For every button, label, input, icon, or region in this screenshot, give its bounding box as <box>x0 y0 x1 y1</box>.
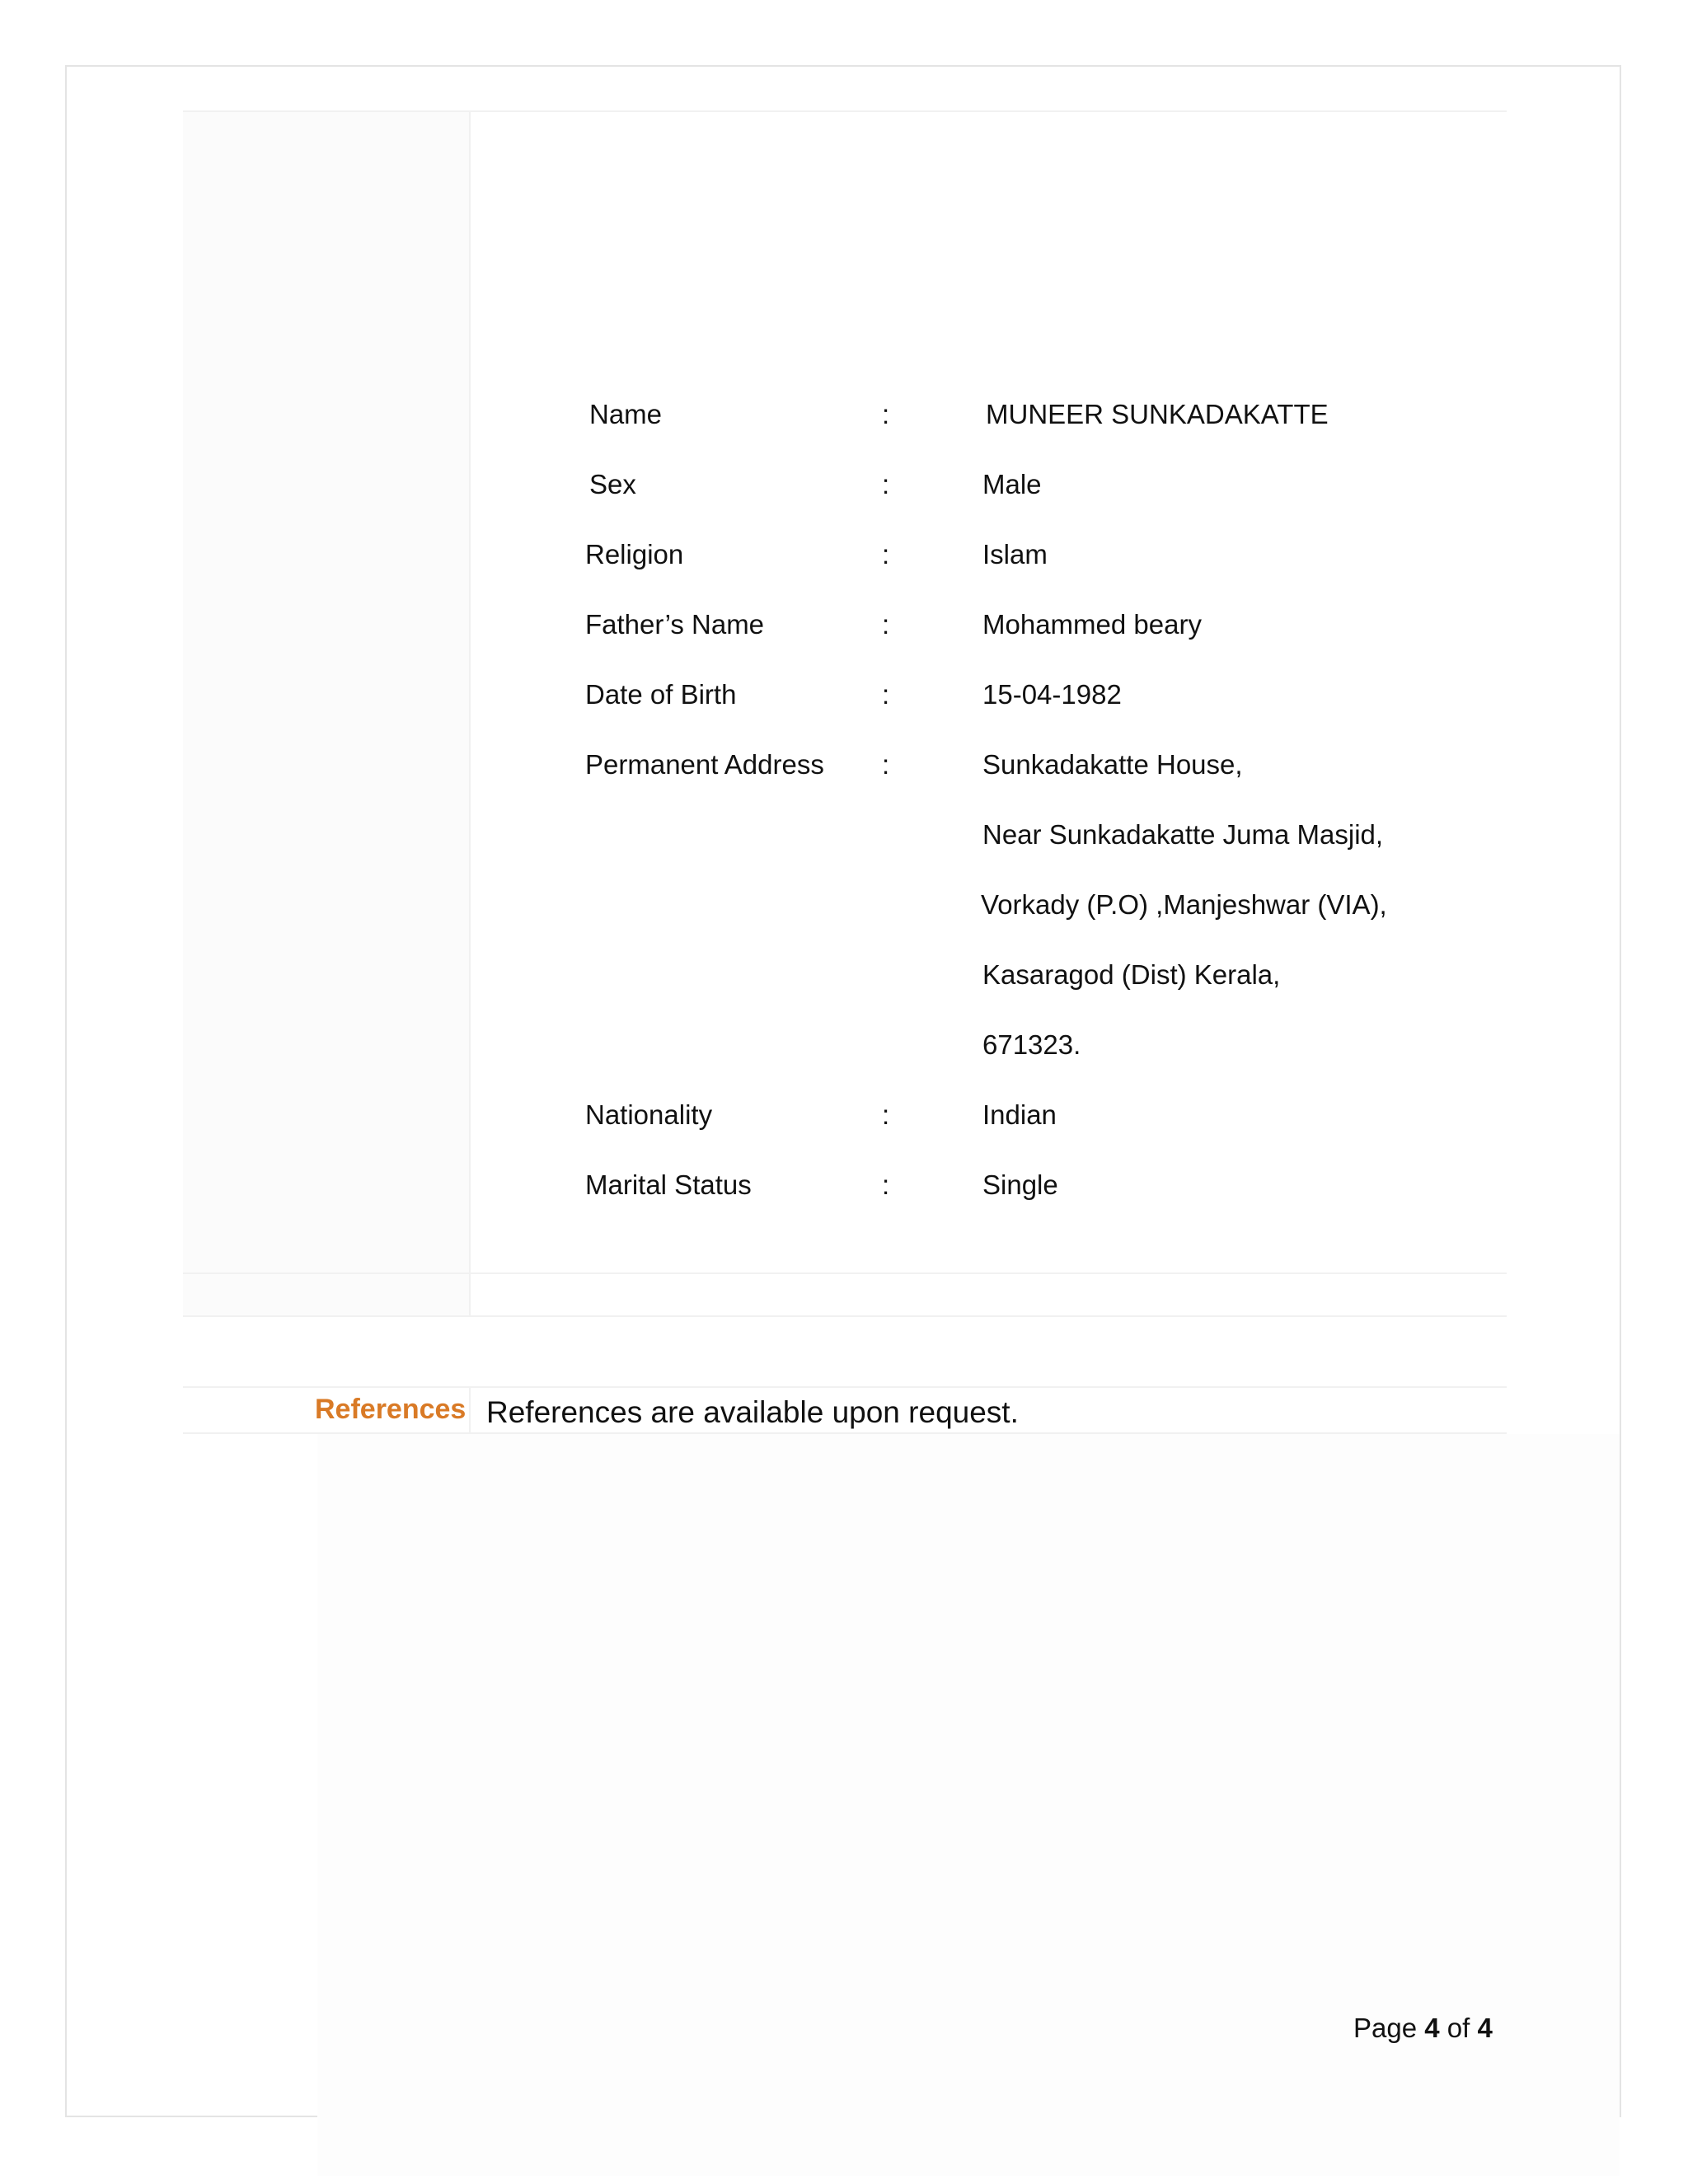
detail-value: Sunkadakatte House, <box>982 749 1243 780</box>
page-number <box>1353 2012 1493 2045</box>
detail-colon: : <box>882 539 890 569</box>
references-bottom-line <box>183 1432 1507 1434</box>
left-column-shade <box>183 112 470 1315</box>
detail-colon: : <box>882 679 890 710</box>
detail-value: Indian <box>982 1099 1057 1130</box>
table-top-line <box>183 110 1507 112</box>
detail-value: Kasaragod (Dist) Kerala, <box>982 959 1281 990</box>
table-row-line <box>183 1315 1507 1317</box>
detail-label: Sex <box>589 469 636 499</box>
detail-value: Near Sunkadakatte Juma Masjid, <box>982 819 1384 850</box>
page-of-word: of <box>1447 2013 1470 2043</box>
total-pages: 4 <box>1477 2013 1493 2043</box>
detail-label: Father’s Name <box>585 609 765 640</box>
detail-label: Nationality <box>585 1099 713 1130</box>
background-band <box>317 1434 1620 2176</box>
detail-label: Name <box>589 399 663 429</box>
references-heading: References <box>315 1394 467 1425</box>
detail-colon: : <box>882 469 890 499</box>
detail-value: MUNEER SUNKADAKATTE <box>986 399 1329 429</box>
detail-colon: : <box>882 1099 890 1130</box>
table-column-divider <box>469 110 471 1317</box>
detail-label: Date of Birth <box>585 679 737 710</box>
detail-value: Vorkady (P.O) ,Manjeshwar (VIA), <box>981 889 1387 920</box>
detail-colon: : <box>882 399 890 429</box>
detail-colon: : <box>882 1169 890 1200</box>
detail-label: Permanent Address <box>585 749 824 780</box>
current-page: 4 <box>1424 2013 1440 2043</box>
detail-label: Marital Status <box>585 1169 752 1200</box>
detail-colon: : <box>882 609 890 640</box>
references-top-line <box>183 1386 1507 1388</box>
page-prefix: Page <box>1353 2013 1418 2043</box>
detail-value: Single <box>982 1169 1058 1200</box>
detail-value: Mohammed beary <box>982 609 1202 640</box>
table-row-line <box>183 1272 1507 1274</box>
detail-value: Male <box>982 469 1042 499</box>
detail-value: 671323. <box>982 1029 1081 1060</box>
references-text: References are available upon request. <box>486 1395 1019 1429</box>
references-column-divider <box>469 1386 471 1434</box>
detail-colon: : <box>882 749 890 780</box>
detail-value: 15-04-1982 <box>982 679 1122 710</box>
detail-label: Religion <box>585 539 684 569</box>
detail-value: Islam <box>982 539 1048 569</box>
